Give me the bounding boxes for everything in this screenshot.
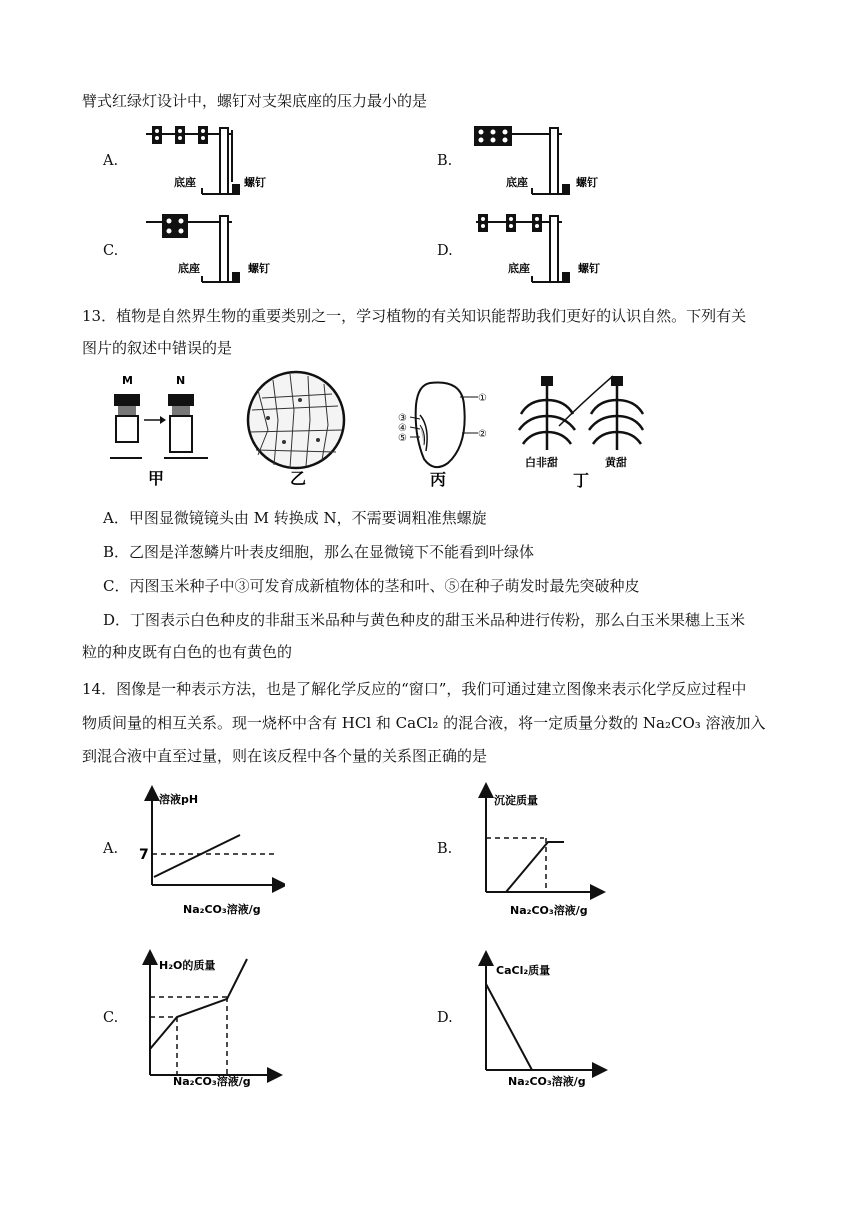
q13-label-c2: ②: [478, 429, 487, 440]
q13-figure-bing: [390, 375, 500, 490]
q14-chart-a: [135, 785, 285, 920]
q12-figure-c: [140, 210, 290, 290]
q13-label-m: M: [122, 374, 133, 387]
q13-option-b[interactable]: B．乙图是洋葱鳞片叶表皮细胞，那么在显微镜下不能看到叶绿体: [103, 543, 535, 561]
q14-a-curve: [154, 835, 240, 877]
q12-figure-b: [470, 122, 620, 202]
q13-stem-line2: 图片的叙述中错误的是: [82, 339, 233, 357]
q13-label-c5: ⑤: [398, 433, 407, 444]
q12-figure-a: [140, 122, 280, 202]
q14-chart-b: [470, 780, 620, 920]
q12-a-screw-label: 螺钉: [244, 176, 266, 189]
q12-d-screw-label: 螺钉: [578, 262, 600, 275]
q13-label-yellow: 黄甜: [605, 456, 627, 469]
q13-label-white: 白非甜: [525, 456, 558, 469]
q13-label-bing: 丙: [430, 470, 447, 489]
q12-d-base-label: 底座: [508, 262, 530, 275]
q13-label-yi: 乙: [290, 469, 307, 488]
q13-label-c3: ③: [398, 413, 407, 424]
q13-label-n: N: [176, 374, 186, 387]
q13-label-c1: ①: [478, 393, 487, 404]
q13-option-a[interactable]: A．甲图显微镜镜头由 M 转换成 N，不需要调粗准焦螺旋: [103, 509, 487, 527]
q14-a-xlabel: Na₂CO₃溶液/g: [183, 903, 261, 916]
q13-label-ding: 丁: [573, 471, 590, 490]
q12-option-c-label[interactable]: C.: [103, 243, 119, 259]
q14-stem-line3: 到混合液中直至过量，则在该反程中各个量的关系图正确的是: [82, 747, 488, 765]
q12-option-d-label[interactable]: D.: [437, 243, 453, 259]
q12-stem: 臂式红绿灯设计中，螺钉对支架底座的压力最小的是: [82, 92, 428, 110]
q13-option-d-line1[interactable]: D．丁图表示白色种皮的非甜玉米品种与黄色种皮的甜玉米品种进行传粉，那么白玉米果穗上玉米: [103, 611, 746, 629]
q14-d-curve: [486, 984, 532, 1070]
q14-chart-c: [135, 945, 285, 1090]
q14-stem-line2: 物质间量的相互关系。现一烧杯中含有 HCl 和 CaCl₂ 的混合液，将一定质量分数的 Na₂CO₃ 溶液加入: [82, 714, 766, 732]
q13-figure-yi: [238, 370, 358, 490]
q14-b-ylabel: 沉淀质量: [494, 794, 538, 807]
q13-figure-jia: [108, 370, 218, 490]
q14-option-b-label[interactable]: B.: [437, 841, 453, 857]
q14-a-ylabel: 溶液pH: [159, 793, 199, 806]
q14-option-d-label[interactable]: D.: [437, 1010, 453, 1026]
q14-c-curve: [150, 959, 247, 1049]
q12-a-base-label: 底座: [174, 176, 196, 189]
q14-option-a-label[interactable]: A.: [103, 841, 119, 857]
q13-stem-line1: 13．植物是自然界生物的重要类别之一，学习植物的有关知识能帮助我们更好的认识自然。下列有关: [82, 307, 747, 325]
q12-figure-d: [470, 210, 620, 290]
q12-b-screw-label: 螺钉: [576, 176, 598, 189]
q13-label-jia: 甲: [148, 469, 165, 488]
q14-a-ref-tick: 7: [139, 847, 149, 863]
q14-option-c-label[interactable]: C.: [103, 1010, 119, 1026]
q14-d-xlabel: Na₂CO₃溶液/g: [508, 1075, 586, 1088]
q13-label-c4: ④: [398, 423, 407, 434]
q12-b-base-label: 底座: [506, 176, 528, 189]
q14-d-ylabel: CaCl₂质量: [496, 964, 551, 977]
q14-chart-d: [470, 950, 620, 1090]
q14-b-curve: [506, 842, 564, 892]
q12-c-base-label: 底座: [178, 262, 200, 275]
q12-c-screw-label: 螺钉: [248, 262, 270, 275]
q14-stem-line1: 14．图像是一种表示方法，也是了解化学反应的“窗口”，我们可通过建立图像来表示化学反应过程中: [82, 680, 747, 698]
q14-b-xlabel: Na₂CO₃溶液/g: [510, 904, 588, 917]
q13-figure-ding: [515, 370, 645, 490]
q12-option-b-label[interactable]: B.: [437, 153, 453, 169]
q12-option-a-label[interactable]: A.: [103, 153, 119, 169]
q13-option-c[interactable]: C．丙图玉米种子中③可发育成新植物体的茎和叶、⑤在种子萌发时最先突破种皮: [103, 577, 640, 595]
q14-c-ylabel: H₂O的质量: [159, 959, 216, 972]
q14-c-xlabel: Na₂CO₃溶液/g: [173, 1075, 251, 1088]
q13-option-d-line2: 粒的种皮既有白色的也有黄色的: [82, 643, 293, 661]
